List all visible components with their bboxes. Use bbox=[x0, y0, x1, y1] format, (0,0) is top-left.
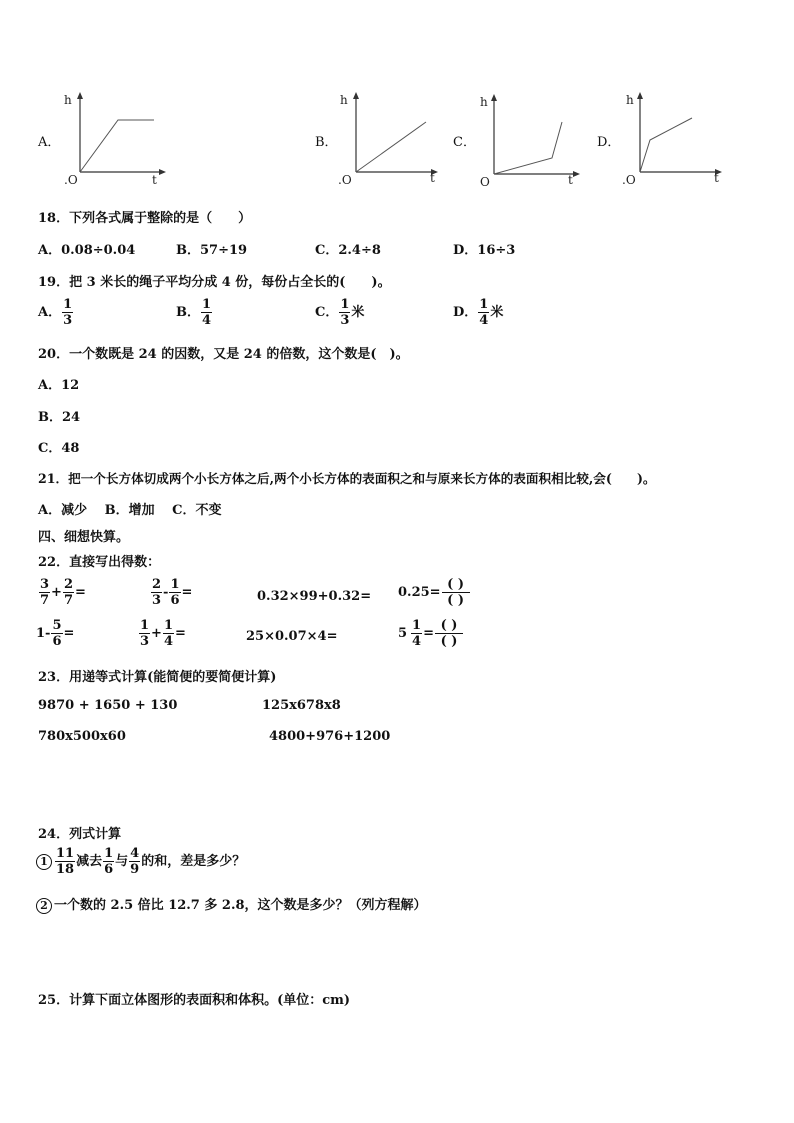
q22-e6-a-num: 1 bbox=[140, 618, 150, 633]
q22-e1-eq: = bbox=[75, 585, 86, 600]
q19-option-c bbox=[315, 298, 364, 327]
q18-option-a: A．0.08÷0.04 bbox=[38, 243, 136, 258]
q19-option-c-num: 1 bbox=[340, 297, 350, 312]
q22-expr-7: 25×0.07×4= bbox=[246, 629, 338, 644]
q24-p1-b-num: 1 bbox=[104, 846, 114, 861]
q17-graph-d-origin: .O bbox=[622, 173, 636, 187]
q22-e5-num: 5 bbox=[52, 618, 62, 633]
q25-stem: 25．计算下面立体图形的表面积和体积。(单位：cm) bbox=[38, 993, 351, 1008]
q24-p1-t2: 与 bbox=[115, 854, 129, 869]
q22-e8-den: 4 bbox=[412, 634, 422, 649]
q22-e2-b-den: 6 bbox=[170, 593, 180, 608]
q17-graph-d-axis-t: t bbox=[714, 171, 719, 185]
q22-expr-3: 0.32×99+0.32= bbox=[257, 589, 372, 604]
q22-e2-a-num: 2 bbox=[152, 577, 162, 592]
q24-stem: 24．列式计算 bbox=[38, 827, 122, 842]
q24-p1-c-num: 4 bbox=[130, 846, 140, 861]
q19-option-d-label: D． bbox=[453, 305, 478, 320]
q24-p1-a-num: 11 bbox=[56, 846, 75, 861]
q22-e8-r-den: ( ) bbox=[440, 634, 458, 649]
q22-e4-den: ( ) bbox=[447, 593, 464, 608]
q19-option-c-unit: 米 bbox=[351, 305, 365, 320]
q22-e6-eq: = bbox=[175, 626, 186, 641]
q17-graph-b bbox=[338, 88, 448, 188]
q23-stem: 23．用递等式计算(能简便的要简便计算) bbox=[38, 670, 277, 685]
q19-option-b-label: B． bbox=[176, 305, 200, 320]
q23-item-1: 9870 + 1650 + 130 bbox=[38, 698, 178, 713]
q22-e1-op: + bbox=[51, 585, 62, 600]
q17-option-d-label: D． bbox=[597, 135, 621, 150]
q22-e1-b-num: 2 bbox=[63, 577, 73, 592]
q18-option-b: B．57÷19 bbox=[176, 243, 248, 258]
q20-option-b: B．24 bbox=[38, 410, 81, 425]
q19-option-b-den: 4 bbox=[202, 313, 212, 328]
q22-expr-4 bbox=[398, 578, 471, 607]
q22-e4-prefix: 0.25= bbox=[398, 585, 441, 600]
q17-graph-a-axis-t: t bbox=[152, 173, 157, 187]
q19-option-d-num: 1 bbox=[479, 297, 489, 312]
q17-graph-c-origin: O bbox=[480, 175, 490, 189]
q22-expr-1 bbox=[38, 578, 86, 607]
q18-option-d: D．16÷3 bbox=[453, 243, 516, 258]
q22-expr-8 bbox=[398, 619, 464, 648]
q22-e2-eq: = bbox=[181, 585, 193, 600]
q24-part-2-text: 一个数的 2.5 倍比 12.7 多 2.8，这个数是多少？（列方程解） bbox=[54, 898, 427, 913]
q24-part-2-mark: 2 bbox=[36, 898, 52, 914]
q22-e2-op: - bbox=[163, 585, 169, 600]
q23-item-4: 4800+976+1200 bbox=[269, 729, 391, 744]
q24-part-1 bbox=[36, 847, 245, 876]
q19-option-a bbox=[38, 298, 74, 327]
q22-expr-6 bbox=[138, 619, 186, 648]
q22-e5-eq: = bbox=[63, 626, 75, 641]
q22-e1-b-den: 7 bbox=[63, 593, 73, 608]
q20-option-c: C．48 bbox=[38, 441, 80, 456]
q24-part-1-mark: 1 bbox=[36, 854, 52, 870]
q17-option-b-label: B． bbox=[315, 135, 338, 150]
q22-e5-prefix: 1- bbox=[36, 626, 51, 641]
q22-e8-whole: 5 bbox=[398, 626, 408, 641]
q19-option-c-label: C． bbox=[315, 305, 339, 320]
q22-expr-2 bbox=[150, 578, 192, 607]
q22-e2-a-den: 3 bbox=[152, 593, 162, 608]
q22-e6-b-den: 4 bbox=[163, 634, 173, 649]
q22-e4-num: ( ) bbox=[442, 578, 470, 593]
q22-e8-r-num: ( ) bbox=[435, 619, 463, 634]
q18-stem: 18．下列各式属于整除的是（ ） bbox=[38, 211, 252, 226]
q22-e8-num: 1 bbox=[412, 618, 422, 633]
q17-graph-a-axis-h: h bbox=[64, 93, 72, 107]
q17-graph-b-axis-t: t bbox=[430, 171, 435, 185]
q24-p1-b-den: 6 bbox=[104, 862, 114, 877]
q19-option-a-den: 3 bbox=[63, 313, 73, 328]
q22-stem: 22．直接写出得数： bbox=[38, 555, 161, 570]
q22-e6-a-den: 3 bbox=[140, 634, 150, 649]
q24-part-2 bbox=[36, 894, 427, 914]
q22-e6-op: + bbox=[151, 626, 162, 641]
q17-graph-a bbox=[62, 88, 172, 188]
q19-option-d-den: 4 bbox=[479, 313, 489, 328]
q19-stem: 19．把 3 米长的绳子平均分成 4 份，每份占全长的( )。 bbox=[38, 275, 391, 290]
q17-graph-a-origin: .O bbox=[64, 173, 78, 187]
q22-expr-5 bbox=[36, 619, 74, 648]
q17-graph-c bbox=[476, 90, 586, 190]
q17-graph-d bbox=[622, 88, 732, 188]
q17-option-a-label: A． bbox=[38, 135, 61, 150]
q19-option-b bbox=[176, 298, 213, 327]
q21-options: A．减少 B．增加 C．不变 bbox=[38, 503, 222, 518]
q20-stem: 20．一个数既是 24 的因数，又是 24 的倍数，这个数是( )。 bbox=[38, 347, 409, 362]
q22-e1-a-den: 7 bbox=[40, 593, 50, 608]
q24-p1-c-den: 9 bbox=[130, 862, 140, 877]
section-4-heading: 四、细想快算。 bbox=[38, 530, 130, 545]
q19-option-d bbox=[453, 298, 503, 327]
q17-option-c-label: C． bbox=[453, 135, 476, 150]
q20-option-a: A．12 bbox=[38, 378, 80, 393]
q22-e6-b-num: 1 bbox=[163, 618, 173, 633]
q24-p1-t1: 减去 bbox=[76, 854, 103, 869]
q22-e1-a-num: 3 bbox=[40, 577, 50, 592]
q17-graph-c-axis-h: h bbox=[480, 95, 488, 109]
q22-e5-den: 6 bbox=[52, 634, 62, 649]
q24-p1-a-den: 18 bbox=[56, 862, 75, 877]
q19-option-b-num: 1 bbox=[202, 297, 212, 312]
q17-graph-d-axis-h: h bbox=[626, 93, 634, 107]
q19-option-a-label: A． bbox=[38, 305, 62, 320]
q17-graph-b-axis-h: h bbox=[340, 93, 348, 107]
q17-graph-c-axis-t: t bbox=[568, 173, 573, 187]
q21-stem: 21．把一个长方体切成两个小长方体之后,两个小长方体的表面积之和与原来长方体的表面积相比较,会( )。 bbox=[38, 471, 656, 486]
q22-e8-eq: = bbox=[423, 626, 434, 641]
q17-graph-b-origin: .O bbox=[338, 173, 352, 187]
q19-option-c-den: 3 bbox=[340, 313, 350, 328]
q19-option-a-num: 1 bbox=[63, 297, 73, 312]
q18-option-c: C．2.4÷8 bbox=[315, 243, 381, 258]
q19-option-d-unit: 米 bbox=[490, 305, 504, 320]
q23-item-2: 125x678x8 bbox=[262, 698, 341, 713]
q23-item-3: 780x500x60 bbox=[38, 729, 126, 744]
q22-e2-b-num: 1 bbox=[170, 577, 180, 592]
q24-p1-t3: 的和，差是多少？ bbox=[141, 854, 246, 869]
